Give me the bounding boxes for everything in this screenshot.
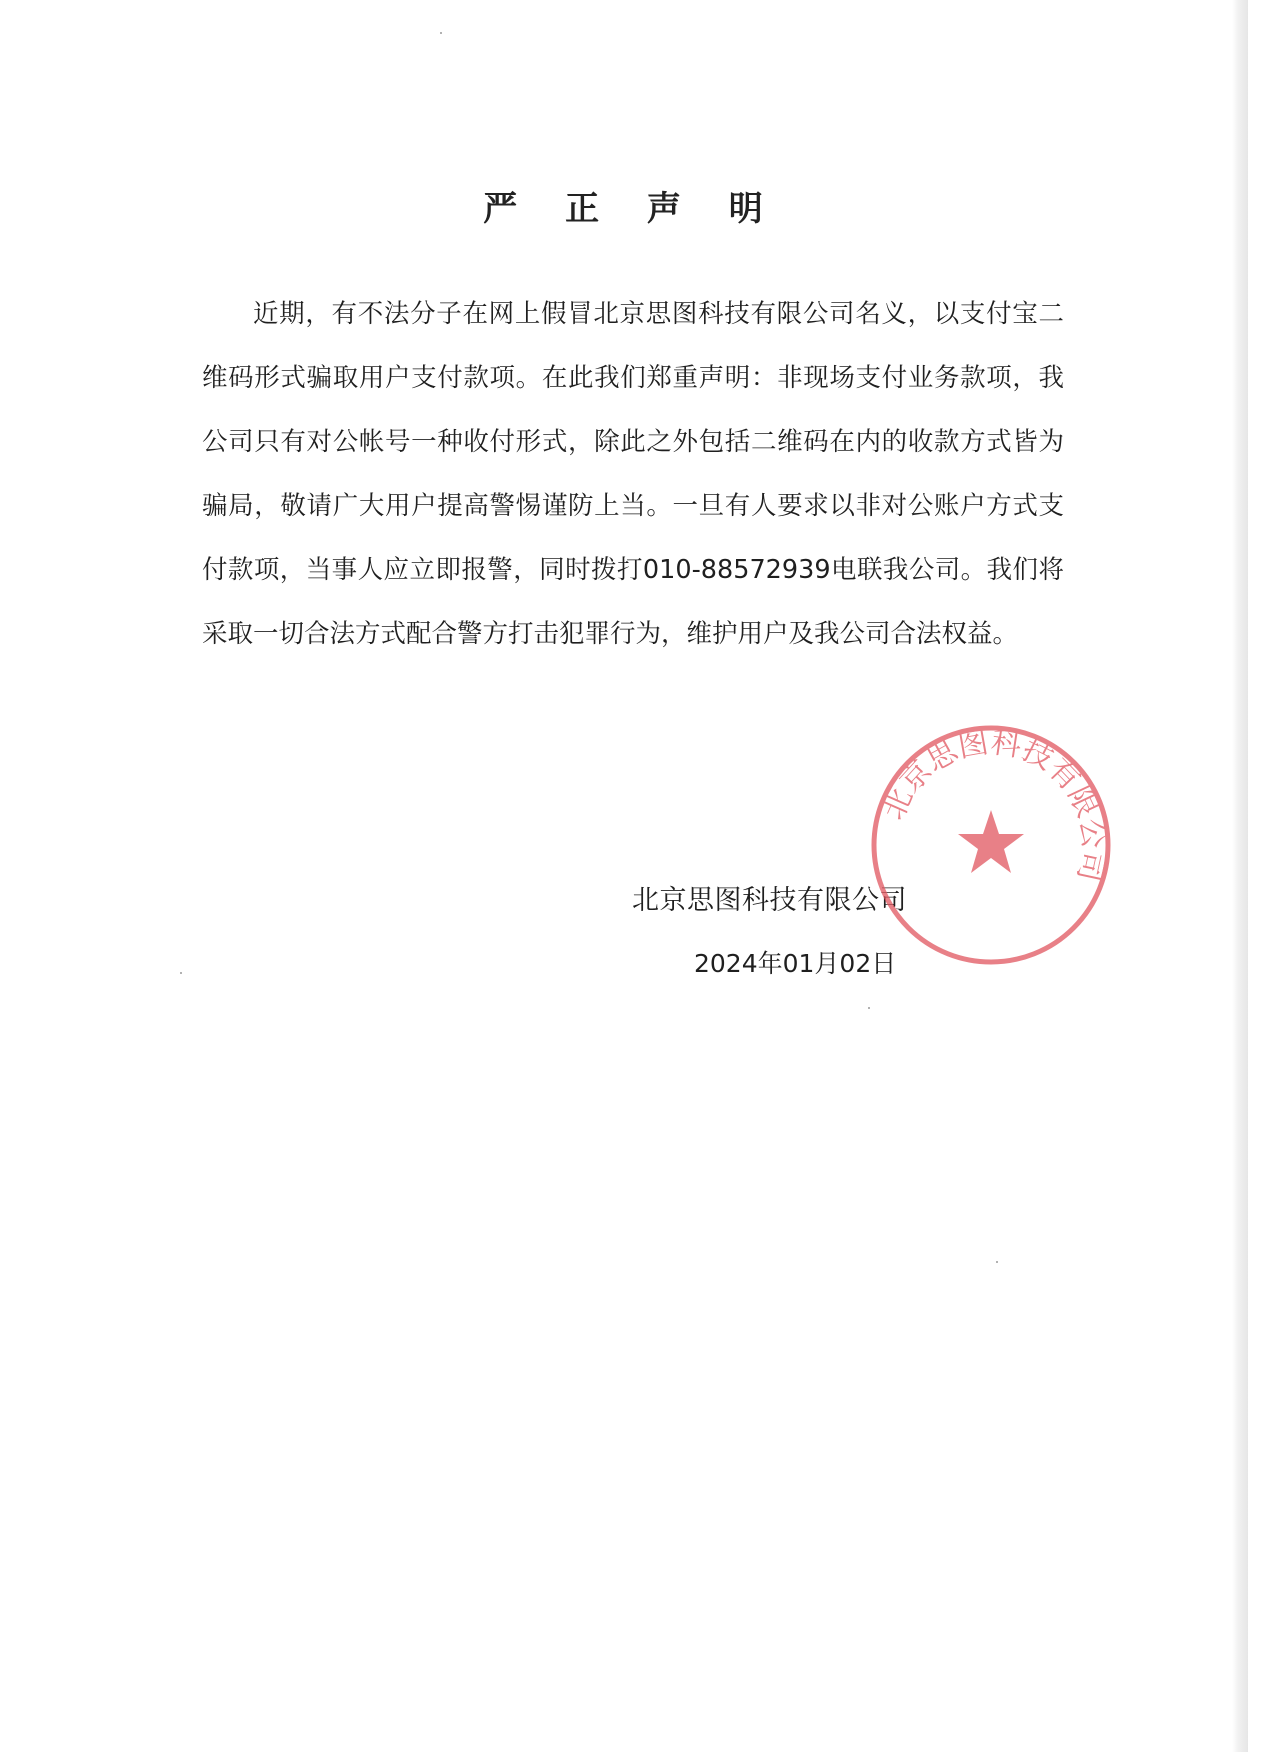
document-title: 严 正 声 明 [483,188,781,229]
seal-text: 北京思图科技有限公司 [876,725,1111,885]
signer-company: 北京思图科技有限公司 [632,885,907,916]
scan-speck [180,972,182,974]
statement-date: 2024年01月02日 [694,949,897,978]
seal-star-icon [958,810,1024,873]
scan-speck [996,1261,998,1263]
statement-body [202,282,1064,666]
scan-speck [868,1007,870,1009]
statement-paragraph: 近期，有不法分子在网上假冒北京思图科技有限公司名义，以支付宝二维码形式骗取用户支付款项。在此我们郑重声明：非现场支付业务款项，我公司只有对公帐号一种收付形式，除此之外包括二维码在内的收款方式皆为骗局，敬请广大用户提高警惕谨防上当。一旦有人要求以非对公账户方式支付款项，当事人应立即报警，同时拨打010-88572939电联我公司。我们将采取一切合法方式配合警方打击犯罪行为，维护用户及我公司合法权益。 [202,299,1064,649]
scan-speck [440,32,442,34]
scan-edge-shadow [1232,0,1248,1752]
company-seal [868,722,1114,968]
